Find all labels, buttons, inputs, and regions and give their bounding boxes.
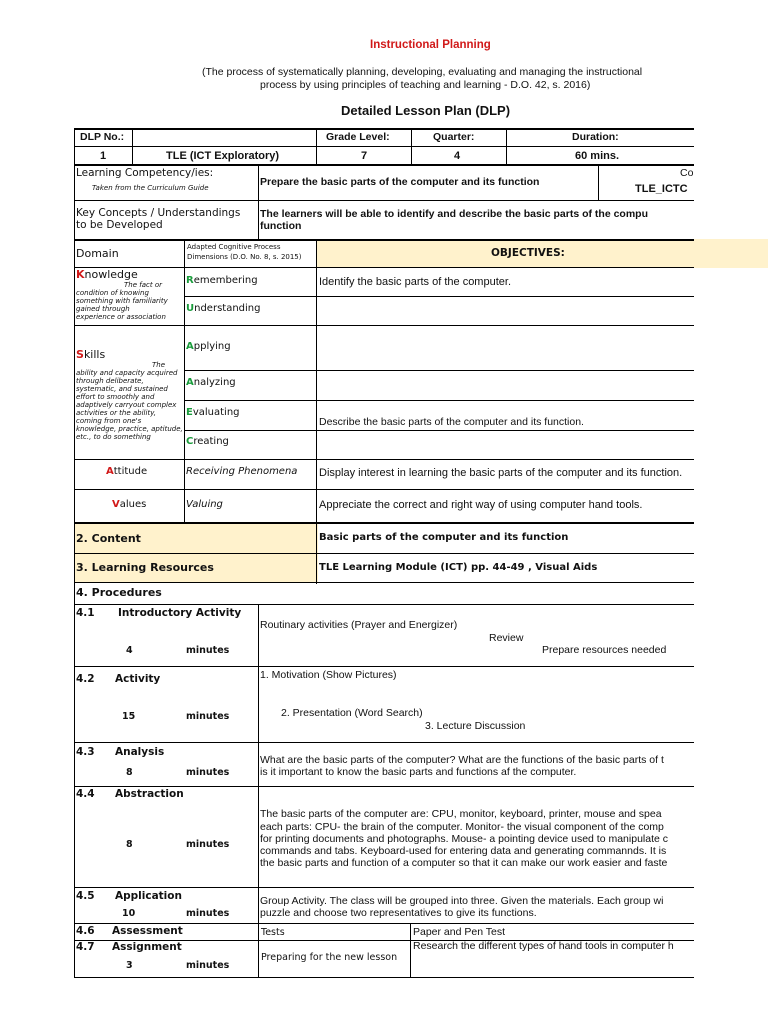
activity-line-3: 3. Lecture Discussion [425, 720, 526, 732]
knowledge-desc-1: The fact or [124, 281, 162, 289]
process-remembering: Remembering [186, 275, 258, 286]
procedure-name-activity: Activity [115, 673, 161, 685]
objectives-header: OBJECTIVES: [491, 247, 565, 259]
objective-remembering: Identify the basic parts of the computer. [319, 276, 511, 288]
key-concepts-label-2: to be Developed [76, 219, 163, 231]
assessment-method: Paper and Pen Test [413, 926, 506, 938]
procedure-name-analysis: Analysis [115, 746, 165, 758]
skills-label: Skills [76, 348, 106, 361]
subtitle-line-2: process by using principles of teaching and learning - D.O. 42, s. 2016) [260, 79, 591, 91]
procedure-name-assessment: Assessment [112, 925, 183, 937]
dlp-no-value: 1 [100, 150, 107, 162]
procedure-num-4-2: 4.2 [76, 673, 95, 685]
process-evaluating: Evaluating [186, 407, 240, 418]
competency-text: Prepare the basic parts of the computer and its function [260, 176, 540, 188]
procedure-minutes-4-4: 8 [126, 839, 133, 850]
procedure-name-introductory: Introductory Activity [118, 607, 242, 619]
procedure-num-4-5: 4.5 [76, 890, 95, 902]
dlp-no-header: DLP No.: [80, 131, 125, 143]
key-concepts-label-1: Key Concepts / Understandings [76, 207, 241, 219]
minutes-label: minutes [186, 645, 230, 656]
learning-area-value: TLE (ICT Exploratory) [166, 150, 280, 162]
objective-valuing: Appreciate the correct and right way of using computer hand tools. [319, 499, 643, 511]
procedure-name-assignment: Assignment [112, 941, 182, 953]
content-value: Basic parts of the computer and its function [319, 532, 569, 543]
dimensions-header-2: Dimensions (D.O. No. 8, s. 2015) [187, 253, 302, 261]
dimensions-header-1: Adapted Cognitive Process [187, 243, 281, 251]
content-label: 2. Content [76, 532, 141, 545]
knowledge-desc-2: condition of knowing [76, 289, 149, 297]
abstraction-line-3: for printing documents and photographs. Mouse- a pointing device used to manipulate c [260, 833, 669, 845]
process-valuing: Valuing [186, 499, 223, 510]
minutes-label: minutes [186, 711, 230, 722]
duration-value: 60 mins. [575, 150, 620, 162]
procedure-minutes-4-5: 10 [122, 908, 136, 919]
knowledge-desc-4: gained through [76, 305, 130, 313]
objective-evaluating: Describe the basic parts of the computer and its function. [319, 416, 584, 428]
skills-desc-8: coming from one's [76, 417, 142, 425]
competency-code-label: Co [680, 167, 694, 179]
resources-value: TLE Learning Module (ICT) pp. 44-49 , Visual Aids [319, 562, 598, 573]
abstraction-line-2: each parts: CPU- the brain of the computer. Monitor- the visual component of the comp [260, 821, 664, 833]
procedure-minutes-4-2: 15 [122, 711, 136, 722]
skills-desc-6: adaptively carryout complex [76, 401, 177, 409]
key-concepts-text-1: The learners will be able to identify and describe the basic parts of the compu [260, 208, 649, 220]
activity-line-2: 2. Presentation (Word Search) [281, 707, 423, 719]
knowledge-label: Knowledge [76, 268, 138, 281]
skills-desc-9: knowledge, practice, aptitude, [76, 425, 183, 433]
procedure-minutes-4-7: 3 [126, 960, 133, 971]
introductory-line-1: Routinary activities (Prayer and Energizer) [260, 619, 458, 631]
procedure-num-4-6: 4.6 [76, 925, 95, 937]
procedure-minutes-4-3: 8 [126, 767, 133, 778]
competency-code-value: TLE_ICTC [635, 183, 688, 195]
assignment-detail: Research the different types of hand tools in computer h [413, 940, 674, 952]
assessment-type: Tests [261, 927, 285, 938]
process-receiving: Receiving Phenomena [186, 466, 298, 477]
competency-label: Learning Competency/ies: [76, 167, 214, 179]
analysis-line-1: What are the basic parts of the computer? What are the functions of the basic parts of t [260, 754, 664, 766]
procedures-label: 4. Procedures [76, 586, 162, 599]
knowledge-desc-5: experience or association [76, 313, 166, 321]
page-heading: Instructional Planning [370, 39, 491, 51]
process-analyzing: Analyzing [186, 377, 236, 388]
procedure-name-abstraction: Abstraction [115, 788, 184, 800]
application-line-1: Group Activity. The class will be grouped into three. Given the materials. Each group wi [260, 895, 664, 907]
grade-level-value: 7 [361, 150, 368, 162]
procedure-num-4-1: 4.1 [76, 607, 95, 619]
introductory-line-2: Review [489, 632, 524, 644]
document-title: Detailed Lesson Plan (DLP) [341, 103, 511, 118]
procedure-minutes-4-1: 4 [126, 645, 133, 656]
objective-receiving: Display interest in learning the basic parts of the computer and its function. [319, 467, 683, 479]
introductory-line-3: Prepare resources needed [542, 644, 667, 656]
application-line-2: puzzle and choose two representatives to give its functions. [260, 907, 537, 919]
minutes-label: minutes [186, 839, 230, 850]
quarter-value: 4 [454, 150, 461, 162]
skills-desc-2: ability and capacity acquired [76, 369, 178, 377]
attitude-label: Attitude [106, 466, 148, 477]
analysis-line-2: is it important to know the basic parts and functions af the computer. [260, 766, 577, 778]
process-understanding: Understanding [186, 303, 261, 314]
procedure-num-4-4: 4.4 [76, 788, 95, 800]
subtitle-line-1: (The process of systematically planning, developing, evaluating and managing the instructional [202, 66, 643, 78]
assignment-task: Preparing for the new lesson [261, 952, 398, 963]
procedure-num-4-3: 4.3 [76, 746, 95, 758]
process-creating: Creating [186, 436, 229, 447]
procedure-name-application: Application [115, 890, 182, 902]
grade-level-header: Grade Level: [326, 131, 390, 143]
process-applying: Applying [186, 341, 231, 352]
values-label: Values [112, 499, 147, 510]
domain-header: Domain [76, 247, 119, 260]
abstraction-line-4: commands and tabs. Keyboard-used for entering data and generating commannds. It is [260, 845, 667, 857]
resources-label: 3. Learning Resources [76, 561, 214, 574]
skills-desc-3: through deliberate, [76, 377, 144, 385]
quarter-header: Quarter: [433, 131, 475, 143]
skills-desc-5: effort to smoothly and [76, 393, 155, 401]
abstraction-line-1: The basic parts of the computer are: CPU, monitor, keyboard, printer, mouse and spea [260, 808, 662, 820]
competency-sublabel: Taken from the Curriculum Guide [92, 184, 209, 192]
skills-desc-1: The [152, 361, 166, 369]
minutes-label: minutes [186, 908, 230, 919]
activity-line-1: 1. Motivation (Show Pictures) [260, 669, 397, 681]
skills-desc-7: activities or the ability, [76, 409, 157, 417]
knowledge-desc-3: something with familiarity [76, 297, 168, 305]
procedure-num-4-7: 4.7 [76, 941, 95, 953]
minutes-label: minutes [186, 960, 230, 971]
skills-desc-10: etc., to do something [76, 433, 151, 441]
minutes-label: minutes [186, 767, 230, 778]
duration-header: Duration: [572, 131, 619, 143]
abstraction-line-5: the basic parts and function of a computer so that it can make our work easier and faste [260, 857, 668, 869]
skills-desc-4: systematic, and sustained [76, 385, 168, 393]
key-concepts-text-2: function [260, 220, 302, 232]
